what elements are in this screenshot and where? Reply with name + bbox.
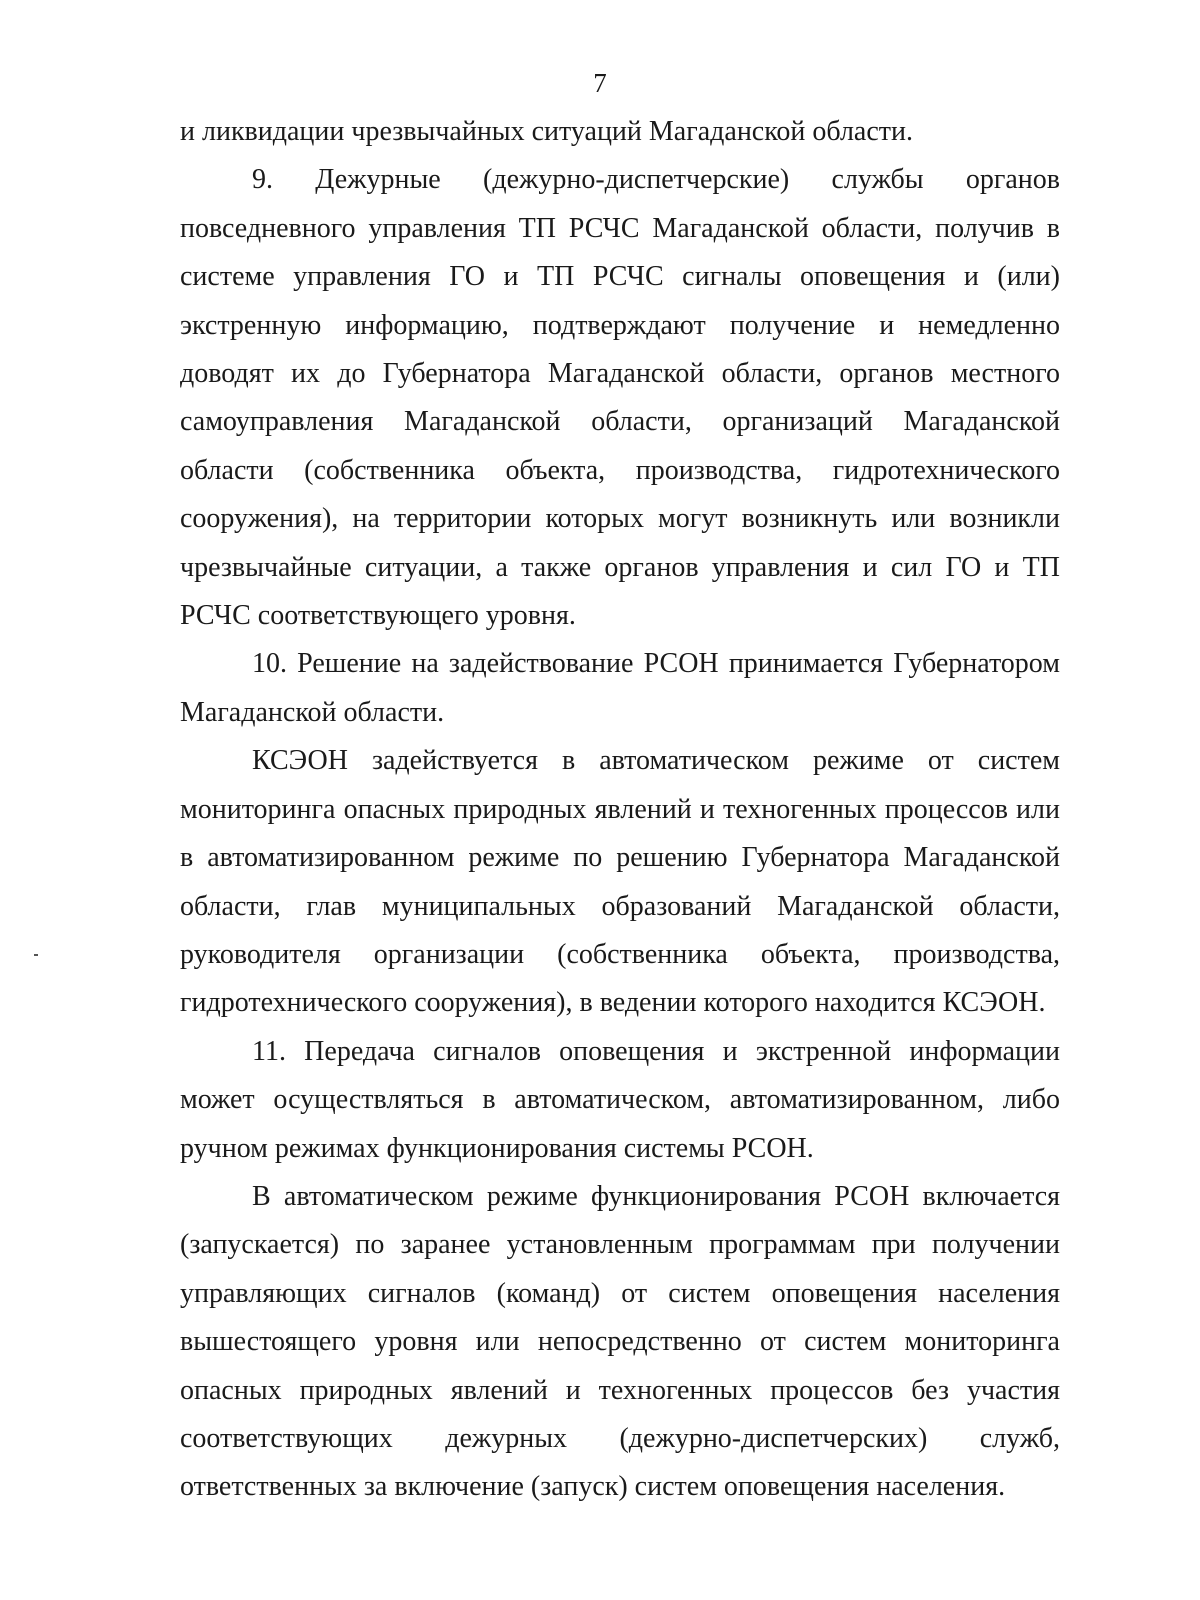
- page-number: 7: [593, 68, 607, 98]
- paragraph-automatic-mode: В автоматическом режиме функционирования РСОН включается (запускается) по заранее установленным программам при получении управляющих сигналов (команд) от систем оповещения населения вышестоящего уровня или непосредственно от систем мониторинга опасных природных явлений и техногенных процессов без участия соответствующих дежурных (дежурно-диспетчерских) служб, ответственных за включение (запуск) систем оповещения населения.: [180, 1180, 1060, 1503]
- paragraph-item-9: 9. Дежурные (дежурно-диспетчерские) службы органов повседневного управления ТП РСЧС Магаданской области, получив в системе управления ГО и ТП РСЧС сигналы оповещения и (или) экстренную информацию, подтверждают получение и немедленно доводят их до Губернатора Магаданской области, органов местного самоуправления Магаданской области, организаций Магаданской области (собственника объекта, производства, гидротехнического сооружения), на территории которых могут возникнуть или возникли чрезвычайные ситуации, а также органов управления и сил ГО и ТП РСЧС соответствующего уровня.: [180, 164, 1060, 632]
- paragraph-kseon: КСЭОН задействуется в автоматическом режиме от систем мониторинга опасных природных явлений и техногенных процессов или в автоматизированном режиме по решению Губернатора Магаданской области, глав муниципальных образований Магаданской области, руководителя организации (собственника объекта, производства, гидротехнического сооружения), в ведении которого находится КСЭОН.: [180, 745, 1060, 1019]
- paragraph-continuation: и ликвидации чрезвычайных ситуаций Магаданской области.: [180, 116, 913, 147]
- paragraph-item-11: 11. Передача сигналов оповещения и экстренной информации может осуществляться в автоматическом, автоматизированном, либо ручном режимах функционирования системы РСОН.: [180, 1035, 1060, 1164]
- document-body: [180, 108, 1060, 1512]
- scan-speck: [34, 954, 38, 956]
- paragraph-item-10: 10. Решение на задействование РСОН принимается Губернатором Магаданской области.: [180, 648, 1060, 728]
